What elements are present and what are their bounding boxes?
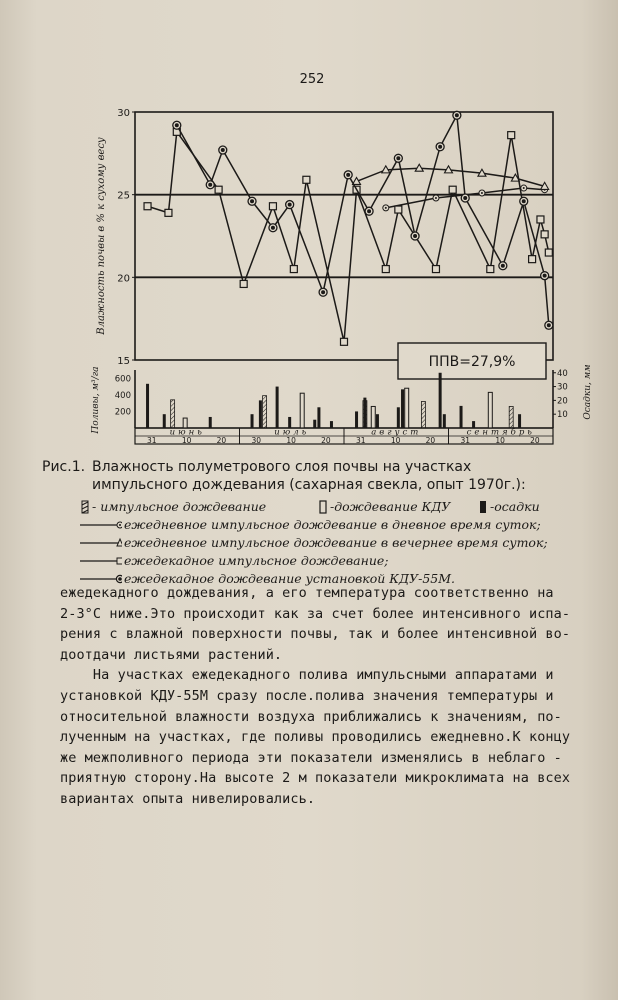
data-point-center [396,156,400,160]
data-point-center [385,207,387,209]
bar-kdu [405,388,409,428]
square-line-icon [80,554,122,568]
right-tick-label: 30 [557,382,568,393]
bar-kdu [371,406,375,428]
legend-impulse-text: - импульсное дождевание [92,499,267,514]
bar-right-axis-label: Осадки, мм [583,364,593,420]
bar-impulse [421,401,425,428]
day-label: 10 [286,436,296,445]
paragraph [60,665,590,809]
y-tick-label: 15 [117,356,130,367]
figure-chart [0,0,618,450]
text-line: На участках ежедекадного полива импульсными аппаратами и [60,667,554,684]
plot-frame [135,112,553,360]
bar-precip [401,389,404,428]
day-label: 20 [425,436,436,445]
body-text [60,583,590,810]
bar-precip [146,384,149,428]
data-point [290,266,297,273]
text-line: лученным на участках, где поливы проводились ежедневно.К концу [60,729,571,746]
data-point-center [413,234,417,238]
series-line-4 [177,115,549,325]
data-point-center [288,203,292,207]
day-label: 10 [390,436,401,445]
legend-row-series-1 [80,516,610,534]
day-label: 20 [321,436,331,445]
legend [80,498,610,588]
data-point-center [221,148,225,152]
bar-precip [363,398,366,428]
bar-precip [317,407,320,428]
text-line: установкой КДУ-55М сразу после.полива значения температуры и [60,687,554,704]
right-tick-label: 40 [557,368,568,379]
legend-series-1-text: ежедневное импульсное дождевание в дневное время суток; [124,517,541,532]
bar-precip [276,387,279,428]
bar-kdu [183,418,187,428]
text-line: же межполивного периода эти показатели изменялись в неблаго - [60,749,562,766]
paragraph [60,583,590,665]
bar-precip [209,417,212,428]
data-point-center [346,173,350,177]
data-point [545,249,552,256]
bar-impulse [171,400,175,428]
data-point-center [321,290,325,294]
text-line: рения с влажной поверхности почвы, так и более интенсивной во- [60,626,571,643]
data-point [269,203,276,210]
bar-precip [288,417,291,428]
day-label: 10 [181,436,192,445]
bar-left-axis-label: Поливы, м³/га [91,366,101,434]
data-point-center [481,192,483,194]
data-point [303,176,310,183]
bar-precip [397,407,400,428]
figure [0,0,618,450]
text-line: приятную сторону.На высоте 2 м показатели микроклимата на всех [60,770,571,787]
data-point [487,266,494,273]
day-label: 20 [530,436,540,445]
bar-kdu [488,392,492,428]
legend-row-bars [80,498,610,516]
day-label: 10 [495,436,505,445]
data-point [449,186,456,193]
data-point-center [501,264,505,268]
text-line: относительной влажности воздуха приближались к значениям, по- [60,708,562,725]
text-line: доотдачи листьями растений. [60,646,283,663]
day-label: 31 [356,436,366,445]
data-point-center [543,274,547,278]
y-tick-label: 30 [117,108,130,119]
bar-precip [460,406,463,428]
data-point-center [438,145,442,149]
bar-precip [355,411,358,428]
day-label: 31 [147,436,157,445]
legend-precip-text: -осадки [490,499,540,514]
data-point [508,132,515,139]
legend-kdu-text: -дождевание КДУ [330,499,451,514]
data-point-center [367,209,371,213]
data-point-center [463,196,467,200]
bar-precip [259,400,262,428]
data-point [341,338,348,345]
bar-precip [376,414,379,428]
legend-row-series-3 [80,552,610,570]
page-number: 252 [299,72,325,87]
bar-precip [439,373,442,428]
legend-series-2-text: ежедневное импульсное дождевание в вечернее время суток; [124,535,548,550]
data-point-center [175,123,179,127]
left-tick-label: 600 [114,374,131,385]
text-line: вариантах опыта нивелировались. [60,790,316,807]
data-point-center [435,197,437,199]
bar-impulse [263,396,267,428]
bar-precip [251,414,254,428]
hatched-bar-icon [80,500,92,514]
bar-precip [163,414,166,428]
legend-series-3-text: ежедекадное импульсное дождевание; [124,553,389,568]
bar-precip [313,420,316,428]
text-line: ежедекадного дождевания, а его температура соответственно на [60,585,554,601]
data-point [537,216,544,223]
data-point [215,186,222,193]
data-point [165,209,172,216]
data-point [382,266,389,273]
bar-kdu [300,393,304,428]
empty-bar-icon [318,500,330,514]
month-label: сентябрь [466,427,535,438]
data-point-center [523,187,525,189]
day-label: 20 [216,436,227,445]
dot-circle-line-icon [80,518,122,532]
y-axis-label: Влажность почвы в % к сухому весу [96,137,107,335]
ppv-label: ППВ=27,9% [428,354,516,370]
data-point [144,203,151,210]
data-point-center [522,199,526,203]
bar-precip [518,414,521,428]
right-tick-label: 10 [557,410,568,421]
triangle-line-icon [80,536,122,550]
data-point-center [455,113,459,117]
legend-series-4-text: ежедекадное дождевание установкой КДУ-55М. [124,571,456,586]
filled-bar-icon [478,500,490,514]
month-label: август [371,427,422,438]
data-point [395,206,402,213]
bar-impulse [509,406,513,428]
legend-row-series-2 [80,534,610,552]
day-label: 30 [251,436,262,445]
data-point-center [208,183,212,187]
data-point-center [547,323,551,327]
month-label: июль [274,427,310,438]
data-point [541,231,548,238]
right-tick-label: 20 [557,396,568,407]
day-label: 31 [460,436,471,445]
bar-precip [330,421,333,428]
data-point-center [271,226,275,230]
caption-text: Влажность полуметрового слоя почвы на участках импульсного дождевания (сахарная свекла, опыт 1970г.): [92,459,526,493]
text-line: 2-3°С ниже.Это происходит как за счет более интенсивного испа- [60,605,571,622]
data-point [240,280,247,287]
data-point [529,256,536,263]
y-tick-label: 20 [117,273,130,285]
caption-label: Рис.1. [42,459,86,475]
data-point-center [250,199,254,203]
left-tick-label: 400 [114,390,131,401]
series-line-3 [148,132,549,342]
month-label: июнь [169,427,205,438]
data-point [432,266,439,273]
bar-precip [443,414,446,428]
y-tick-label: 25 [117,190,130,202]
left-tick-label: 200 [114,407,131,418]
